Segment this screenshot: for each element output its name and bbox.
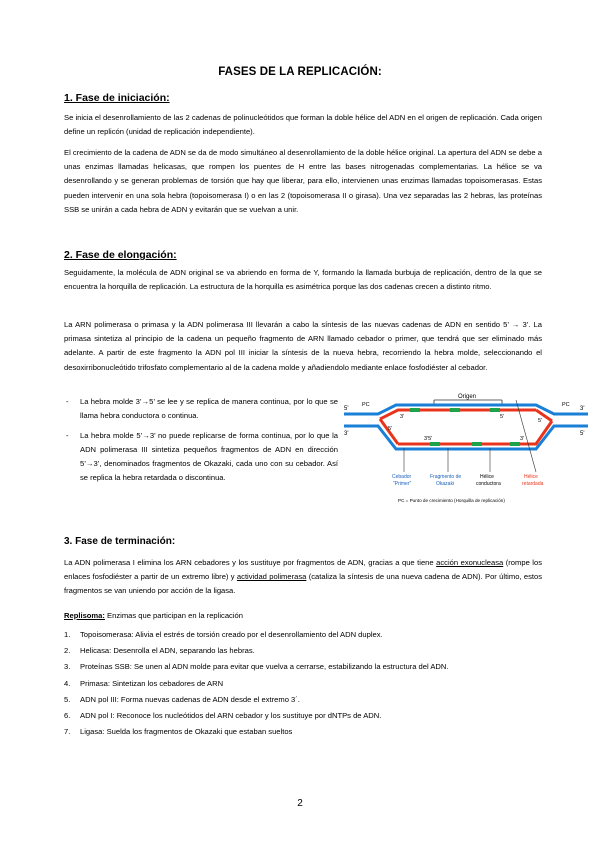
label-origen: Origen bbox=[458, 394, 477, 400]
label-okazaki: Okazaki bbox=[436, 481, 455, 487]
term-actividad-polimerasa: actividad polimerasa bbox=[236, 572, 307, 582]
list-item bbox=[64, 677, 449, 693]
bullet-hebra-conductora bbox=[66, 395, 338, 423]
list-number: 5. bbox=[64, 694, 71, 704]
replication-fork-figure bbox=[340, 388, 590, 518]
replisoma-heading bbox=[64, 611, 243, 620]
label-5-inner-left: 5' bbox=[388, 426, 393, 432]
terminacion-text-b: (rompe los enlaces fosfodiéster a partir de un extremo libre) y bbox=[64, 558, 542, 582]
terminacion-text-a: La ADN polimerasa I elimina los ARN cebadores y los sustituye por fragmentos de ADN, gracias a que tiene bbox=[64, 558, 437, 567]
paragraph-iniciacion-2: El crecimiento de la cadena de ADN se da de modo simultáneo al desenrollamiento de la doble hélice original. La apertura del ADN se debe a unas enzimas llamadas helicasas, que rompen los puentes de H entre las bases nitrogenadas complementarias. La hélice se va desenrollando y se generan problemas de torsión que hay que liberar, para ello, intervienen unas enzimas llamadas topoisomerasas. Estas pueden intervenir en una sola hebra (topoisomerasa I) o en las 2 (topoisomerasa II o girasa). Una vez separadas las 2 hebras, las proteínas SSB se unirán a cada hebra de ADN y evitarán que se vuelvan a unir. bbox=[64, 148, 542, 214]
paragraph-elongacion-2: La ARN polimerasa o primasa y la ADN polimerasa III llevarán a cabo la síntesis de las nuevas cadenas de ADN en sentido 5’ → 3’. La primasa sintetiza al principio de la cadena un pequeño fragmento de ARN llamado cebador o primer, que tendrá que ser eliminado más adelante. A partir de este fragmento la ADN pol III iniciar la síntesis de la nueva hebra, recorriendo la hebra molde, seleccionando el desoxirribonucleótido trifosfato complementario al de la cadena molde y añadiendolo mediante enlace fosfodiéster al cebador. bbox=[64, 320, 542, 372]
parental-strand-bottom bbox=[344, 426, 588, 449]
list-text: Topoisomerasa: Alivia el estrés de torsión creado por el desenrollamiento del ADN duplex. bbox=[80, 630, 383, 639]
term-accion-exonucleasa: acción exonucleasa bbox=[436, 558, 504, 567]
primer-6 bbox=[510, 442, 520, 446]
list-number: 1. bbox=[64, 630, 71, 639]
list-text: Proteínas SSB: Se unen al ADN molde para evitar que vuelva a cerrarse, estabilizando la estructura del ADN. bbox=[80, 662, 449, 672]
label-retardada: retardada bbox=[522, 481, 544, 487]
list-item bbox=[64, 709, 449, 725]
label-helice: Hélice bbox=[480, 474, 494, 480]
label-fragmento: Fragmento de bbox=[430, 474, 462, 480]
primer-2 bbox=[450, 408, 460, 412]
section-heading-elongacion: 2. Fase de elongación: bbox=[64, 249, 177, 261]
bullet-text: La hebra molde 3’→5’ se lee y se replica de manera continua, por lo que se llama hebra conductora o continua. bbox=[80, 397, 338, 420]
replisoma-text: Enzimas que participan en la replicación bbox=[104, 611, 243, 620]
list-item bbox=[64, 660, 449, 676]
page-number: 2 bbox=[297, 798, 303, 809]
primer-3 bbox=[490, 408, 500, 412]
new-strand-bottom bbox=[398, 421, 552, 444]
enzyme-list bbox=[64, 628, 449, 741]
paragraph-elongacion-1: Seguidamente, la molécula de ADN original se va abriendo en forma de Y, formando la llamada burbuja de replicación, dentro de la que se encuentra la horquilla de replicación. La estructura de la horquilla es asimétrica porque las dos cadenas crecen a distinto ritmo. bbox=[64, 268, 542, 292]
section-heading-terminacion: 3. Fase de terminación: bbox=[64, 536, 176, 547]
bullet-dash: - bbox=[66, 431, 69, 440]
label-3-inner-top: 3' bbox=[400, 414, 405, 420]
label-pc-left: PC bbox=[362, 402, 370, 408]
section-heading-iniciacion: 1. Fase de iniciación: bbox=[64, 92, 170, 104]
label-3-right-top: 3' bbox=[580, 406, 585, 412]
figure-caption: PC = Punto de crecimiento (Horquilla de replicación) bbox=[398, 498, 505, 503]
label-cebador: Cebador bbox=[392, 474, 412, 480]
label-3-left-bottom: 3' bbox=[344, 431, 349, 437]
label-pc-right: PC bbox=[562, 402, 570, 408]
list-item bbox=[64, 725, 449, 741]
bullet-text: La hebra molde 5’→3’ no puede replicarse de forma continua, por lo que la ADN polimerasa III sintetiza pequeños fragmentos de ADN en dirección 5’→3’, denominados fragmentos de Okazaki, cada uno con su cebador. Así se replica la hebra retardada o discontinua. bbox=[80, 431, 338, 482]
list-number: 3. bbox=[64, 662, 71, 672]
bullet-dash: - bbox=[66, 397, 69, 406]
list-number: 2. bbox=[64, 646, 71, 656]
list-item bbox=[64, 628, 449, 644]
label-3-inner-bottom: 3' bbox=[520, 436, 525, 442]
replisoma-label: Replisoma: bbox=[64, 611, 105, 620]
label-35-inner: 3'5' bbox=[424, 436, 433, 442]
label-5-right-bottom: 5' bbox=[580, 431, 585, 437]
label-5-left-top: 5' bbox=[344, 406, 349, 412]
list-number: 6. bbox=[64, 710, 71, 720]
label-helice-retardada: Hélice bbox=[524, 474, 538, 480]
list-text: ADN pol I: Reconoce los nucleótidos del ARN cebador y los sustituye por dNTPs de ADN. bbox=[80, 710, 382, 720]
list-text: Ligasa: Suelda los fragmentos de Okazaki que estaban sueltos bbox=[80, 727, 293, 737]
primer-5 bbox=[472, 442, 482, 446]
list-number: 7. bbox=[64, 727, 71, 737]
list-item bbox=[64, 644, 449, 660]
label-5-inner-top: 5' bbox=[500, 414, 505, 420]
label-conductora: conductora bbox=[476, 481, 501, 487]
paragraph-terminacion bbox=[64, 556, 542, 599]
list-text: ADN pol III: Forma nuevas cadenas de ADN desde el extremo 3´. bbox=[80, 694, 300, 704]
primer-1 bbox=[410, 408, 420, 412]
bullet-hebra-retardada bbox=[66, 429, 338, 485]
terminacion-text-c: (cataliza la síntesis de una nueva cadena de ADN). Por último, estos fragmentos se van uniendo por acción de la ligasa. bbox=[64, 572, 542, 596]
list-item bbox=[64, 693, 449, 709]
label-5-inner-right: 5' bbox=[538, 418, 543, 424]
replication-fork-diagram bbox=[340, 388, 590, 518]
primer-4 bbox=[430, 442, 440, 446]
list-number: 4. bbox=[64, 678, 71, 688]
list-text: Helicasa: Desenrolla el ADN, separando las hebras. bbox=[80, 646, 255, 656]
label-primer: "Primer" bbox=[393, 481, 412, 487]
list-text: Primasa: Sintetizan los cebadores de ARN bbox=[80, 678, 224, 688]
paragraph-iniciacion-1: Se inicia el desenrollamiento de las 2 cadenas de polinucleótidos que forman la doble hélice del ADN en el origen de replicación. Cada origen define un replicón (unidad de replicación independiente). bbox=[64, 113, 542, 137]
page-title: FASES DE LA REPLICACIÓN: bbox=[218, 66, 382, 78]
